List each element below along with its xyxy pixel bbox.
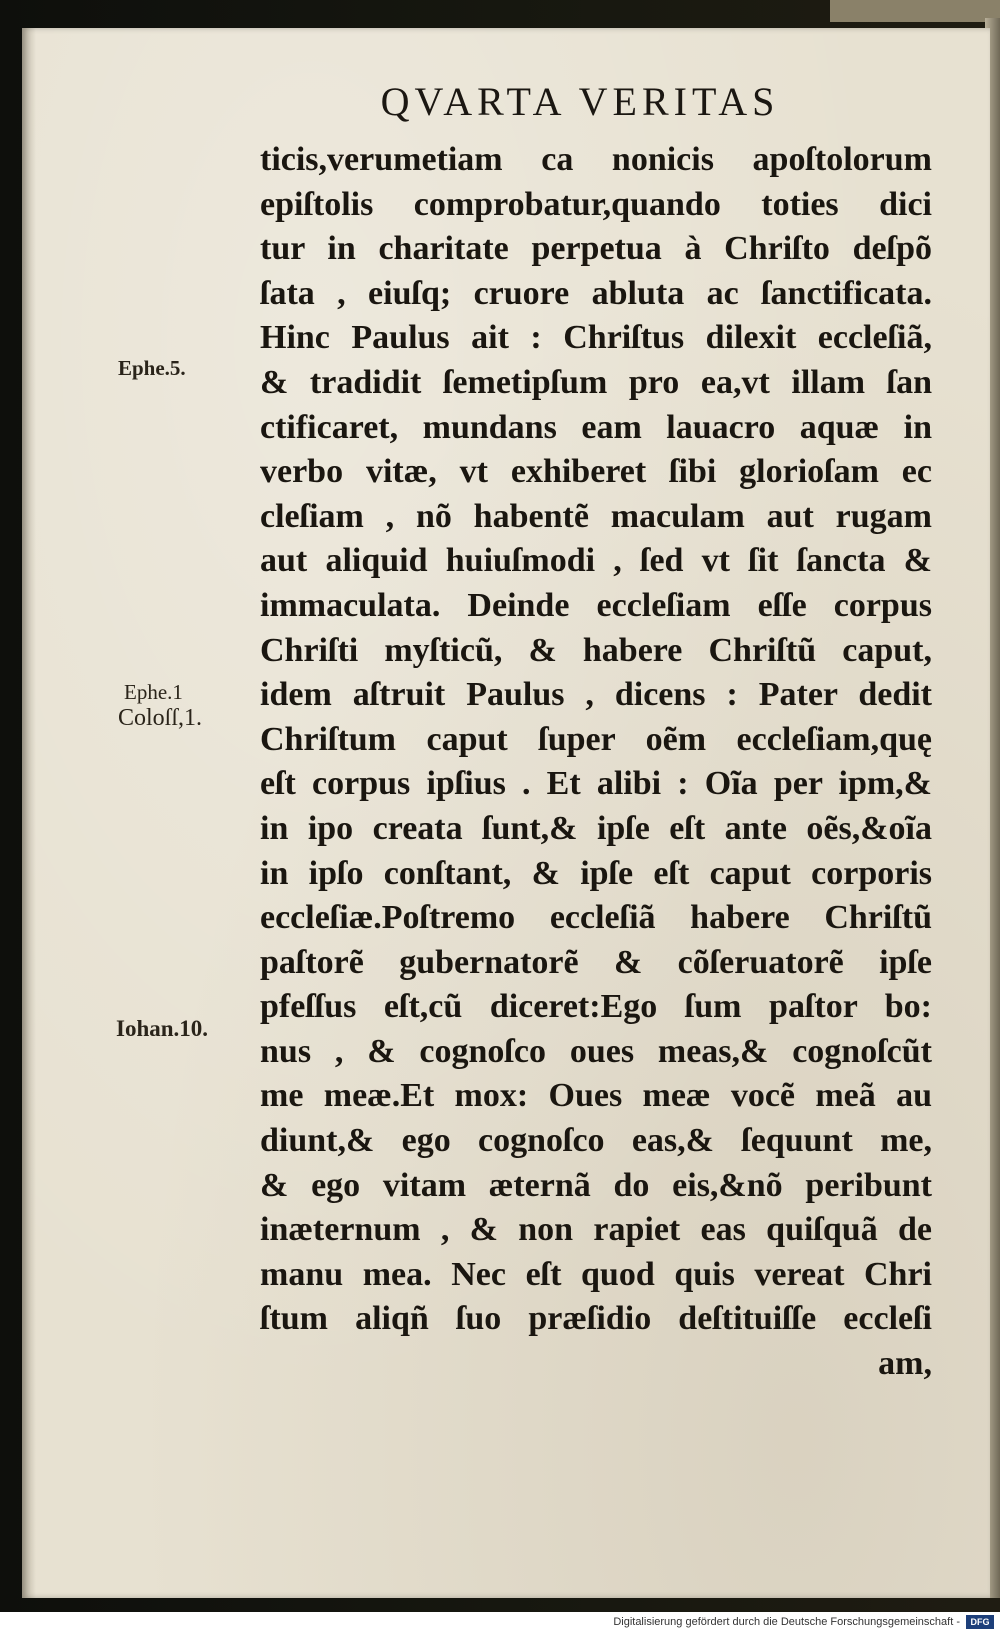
text-line: diunt,& ego cognoſco eas,& ſequunt me, bbox=[260, 1122, 932, 1160]
text-line: nus , & cognoſco oues meas,& cognoſcũt bbox=[260, 1032, 932, 1070]
text-line: immaculata. Deinde eccleſiam eſſe corpus bbox=[260, 586, 932, 624]
marginal-note-ephes-1: Ephe.1 bbox=[124, 680, 183, 704]
text-line: & tradidit ſemetipſum pro ea,vt illam ſan bbox=[260, 363, 932, 401]
text-line: eſt corpus ipſius . Et alibi : Oĩa per ipm,& bbox=[260, 765, 932, 803]
text-line: in ipo creata ſunt,& ipſe eſt ante oẽs,&oĩa bbox=[260, 809, 932, 847]
text-line: epiſtolis comprobatur,quando toties dici bbox=[260, 185, 932, 223]
marginal-note-coloss-1: Coloſſ,1. bbox=[118, 705, 203, 731]
text-line: ctificaret, mundans eam lauacro aquæ in bbox=[260, 408, 932, 446]
text-line: ticis,verumetiam ca nonicis apoſtolorum bbox=[260, 141, 932, 178]
text-line: Chriſti myſticũ, & habere Chriſtũ caput, bbox=[260, 631, 932, 669]
text-line: idem aſtruit Paulus , dicens : Pater dedit bbox=[260, 676, 932, 714]
text-line: cleſiam , nõ habentẽ maculam aut rugam bbox=[260, 497, 932, 535]
book-edge-top bbox=[830, 0, 1000, 22]
text-line: pfeſſus eſt,cũ diceret:Ego ſum paſtor bo: bbox=[260, 988, 932, 1026]
text-line: verbo vitæ, vt exhiberet ſibi glorioſam ec bbox=[260, 453, 932, 491]
text-line: me meæ.Et mox: Oues meæ vocẽ meã au bbox=[260, 1077, 932, 1115]
text-line: aut aliquid huiuſmodi , ſed vt ſit ſancta & bbox=[260, 542, 932, 580]
text-line: Hinc Paulus ait : Chriſtus dilexit eccleſiã, bbox=[260, 319, 932, 357]
text-line: am, bbox=[878, 1345, 932, 1383]
text-line: paſtorẽ gubernatorẽ & cõſeruatorẽ ipſe bbox=[260, 943, 932, 981]
marginal-note-ephes-5: Ephe.5. bbox=[118, 356, 186, 380]
text-line: Chriſtum caput ſuper oẽm eccleſiam,quę bbox=[260, 720, 932, 758]
text-line: inæternum , & non rapiet eas quiſquã de bbox=[260, 1211, 932, 1249]
text-line: & ego vitam æternã do eis,&nõ peribunt bbox=[260, 1166, 932, 1204]
text-line: tur in charitate perpetua à Chriſto deſpõ bbox=[260, 230, 932, 268]
text-line: ſtum aliqñ ſuo præſidio deſtituiſſe eccleſi bbox=[260, 1300, 932, 1338]
body-text bbox=[260, 138, 932, 1387]
text-line: in ipſo conſtant, & ipſe eſt caput corporis bbox=[260, 854, 932, 892]
running-head: QVARTA VERITAS bbox=[380, 79, 780, 124]
page-gutter-shadow bbox=[22, 28, 36, 1598]
text-line: manu mea. Nec eſt quod quis vereat Chri bbox=[260, 1255, 932, 1293]
footer-credit: Digitalisierung gefördert durch die Deutsche Forschungsgemeinschaft - bbox=[613, 1616, 960, 1628]
dfg-logo: DFG bbox=[966, 1615, 994, 1629]
marginal-note-johan-10: Iohan.10. bbox=[116, 1016, 209, 1041]
text-line: ſata , eiuſq; cruore abluta ac ſanctificata. bbox=[260, 274, 932, 312]
text-line: eccleſiæ.Poſtremo eccleſiã habere Chriſtũ bbox=[260, 899, 932, 937]
